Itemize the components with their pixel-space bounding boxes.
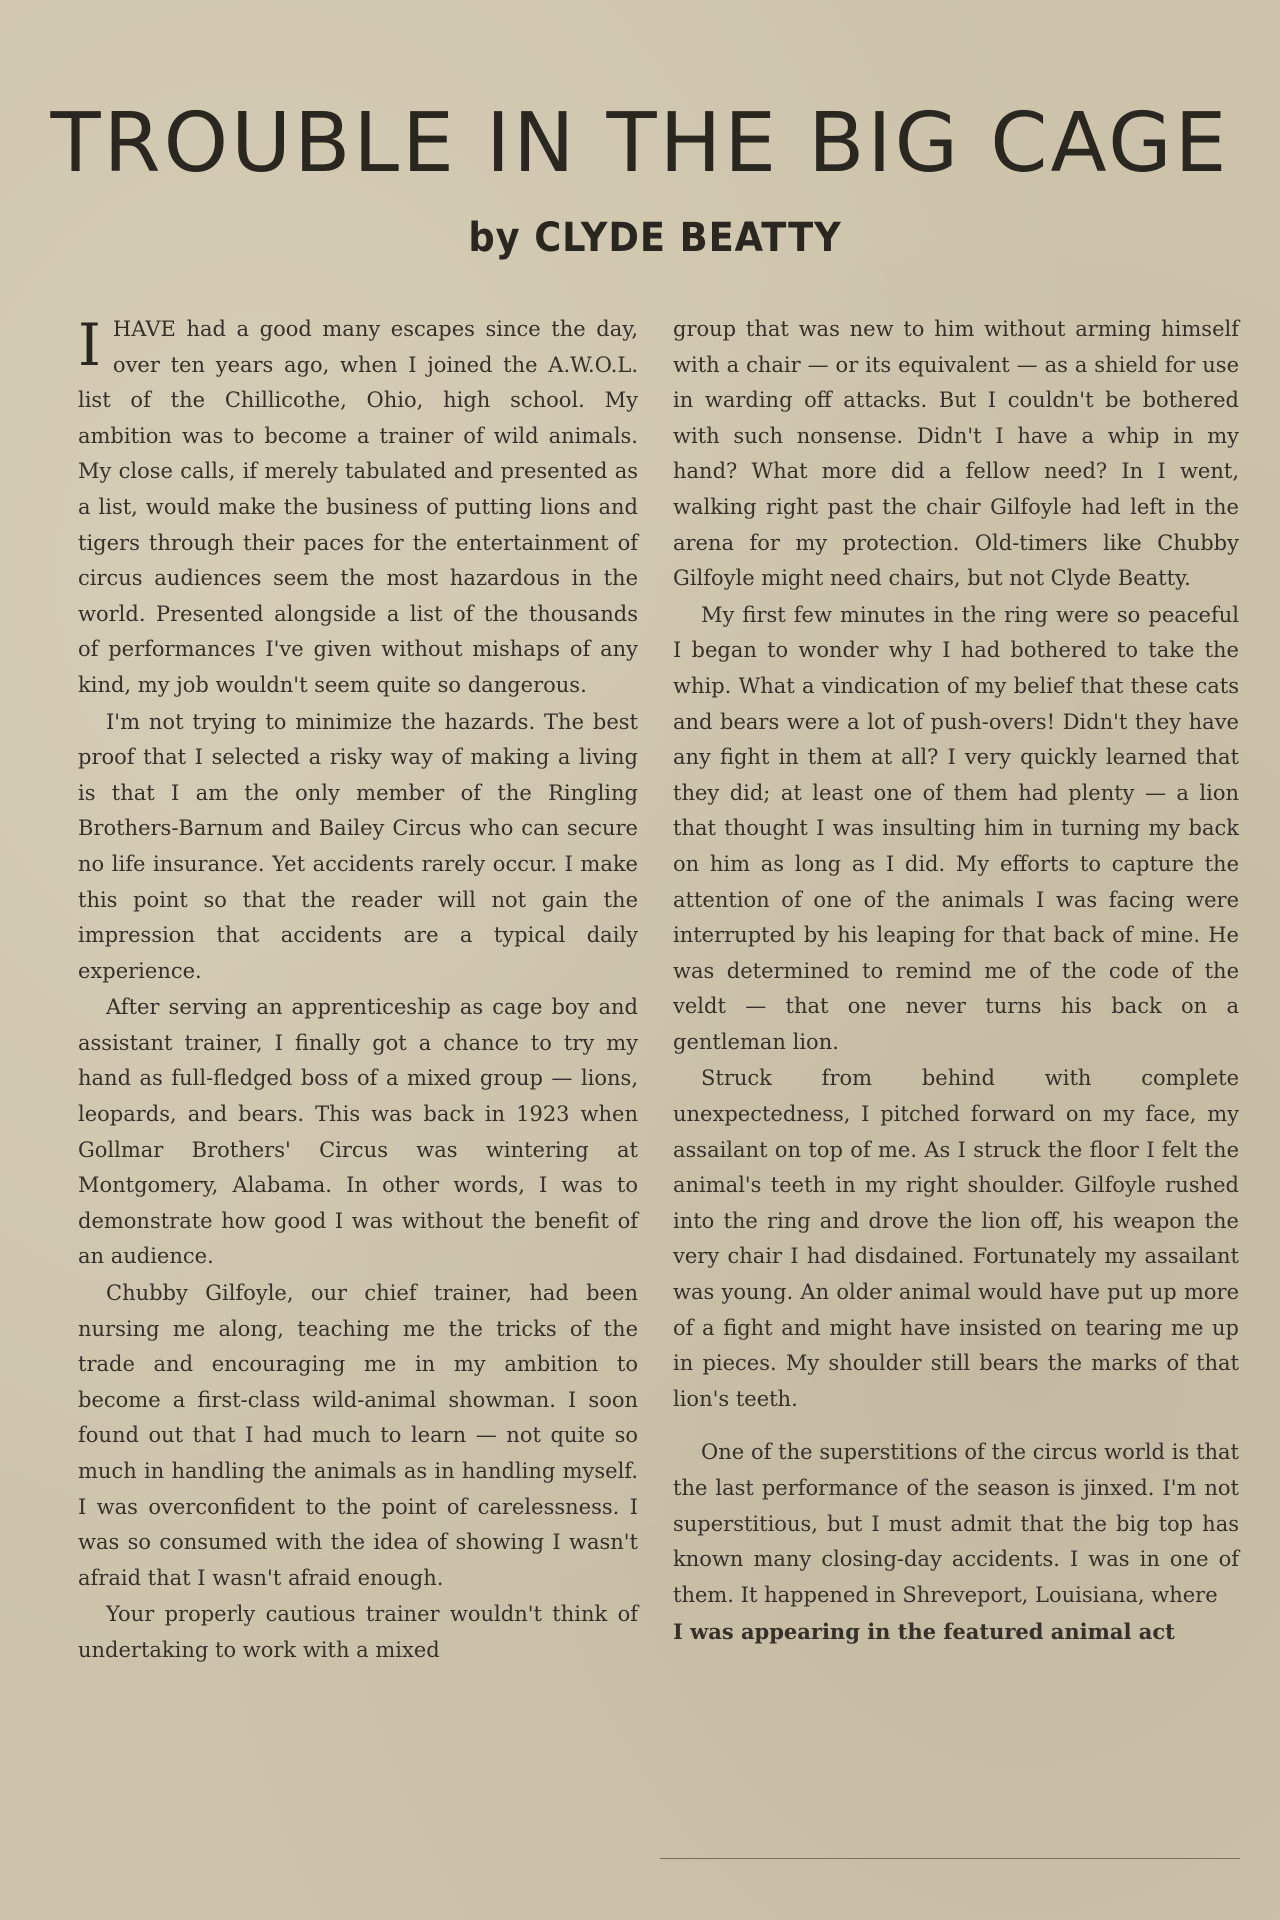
- bottom-rule: [660, 1858, 1240, 1859]
- paragraph: [78, 312, 638, 704]
- paragraph: group that was new to him without arming himself with a chair — or its equivalent — as a shield for use in warding off attacks. But I couldn't be bothered with such nonsense. Didn't I have a whip in my hand? What more did a fellow need? In I went, walking right past the chair Gilfoyle had left in the arena for my protection. Old-timers like Chubby Gilfoyle might need chairs, but not Clyde Beatty.: [673, 317, 1239, 591]
- paragraph: My first few minutes in the ring were so peaceful I began to wonder why I had bothered to take the whip. What a vindication of my belief that these cats and bears were a lot of push-overs! Didn't they have any fight in them at all? I very quickly learned that they did; at least one of them had plenty — a lion that thought I was insulting him in turning my back on him as long as I did. My efforts to capture the attention of one of the animals I was facing were interrupted by his leaping for that back of mine. He was determined to remind me of the code of the veldt — that one never turns his back on a gentleman lion.: [673, 602, 1239, 1054]
- drop-cap: I: [78, 311, 101, 379]
- paragraph-text: HAVE had a good many escapes since the day, over ten years ago, when I joined the A.W.O.L. list of the Chillicothe, Ohio, high school. My ambition was to become a trainer of wild animals. My close calls, if merely tabulated and presented as a list, would make the business of putting lions and tigers through their paces for the entertainment of circus audiences seem the most hazardous in the world. Presented alongside a list of the thousands of performances I've given without mishaps of any kind, my job wouldn't seem quite so dangerous.: [78, 317, 638, 697]
- left-column: [78, 312, 638, 1670]
- paragraph: One of the superstitions of the circus world is that the last performance of the season is jinxed. I'm not superstitious, but I must admit that the big top has known many closing-day accidents. I was in one of them. It happened in Shreveport, Louisiana, where: [673, 1440, 1239, 1607]
- article-title: TROUBLE IN THE BIG CAGE: [50, 96, 1230, 191]
- article-byline: by CLYDE BEATTY: [468, 215, 842, 261]
- paragraph: Chubby Gilfoyle, our chief trainer, had been nursing me along, teaching me the tricks of the trade and encouraging me in my ambition to become a first-class wild-animal showman. I soon found out that I had much to learn — not quite so much in handling the animals as in handling myself. I was overconfident to the point of carelessness. I was so consumed with the idea of showing I wasn't afraid that I wasn't afraid enough.: [78, 1281, 638, 1590]
- paragraph-continued: I was appearing in the featured animal act: [673, 1619, 1175, 1645]
- paragraph: Your properly cautious trainer wouldn't think of undertaking to work with a mixed: [78, 1602, 638, 1662]
- right-column: [673, 312, 1239, 1651]
- paragraph: Struck from behind with complete unexpectedness, I pitched forward on my face, my assailant on top of me. As I struck the floor I felt the animal's teeth in my right shoulder. Gilfoyle rushed into the ring and drove the lion off, his weapon the very chair I had disdained. Fortunately my assailant was young. An older animal would have put up more of a fight and might have insisted on tearing me up in pieces. My shoulder still bears the marks of that lion's teeth.: [673, 1066, 1239, 1411]
- paragraph: After serving an apprenticeship as cage boy and assistant trainer, I finally got a chance to try my hand as full-fledged boss of a mixed group — lions, leopards, and bears. This was back in 1923 when Gollmar Brothers' Circus was wintering at Montgomery, Alabama. In other words, I was to demonstrate how good I was without the benefit of an audience.: [78, 995, 638, 1269]
- paragraph: I'm not trying to minimize the hazards. The best proof that I selected a risky way of making a living is that I am the only member of the Ringling Brothers-Barnum and Bailey Circus who can secure no life insurance. Yet accidents rarely occur. I make this point so that the reader will not gain the impression that accidents are a typical daily experience.: [78, 709, 638, 983]
